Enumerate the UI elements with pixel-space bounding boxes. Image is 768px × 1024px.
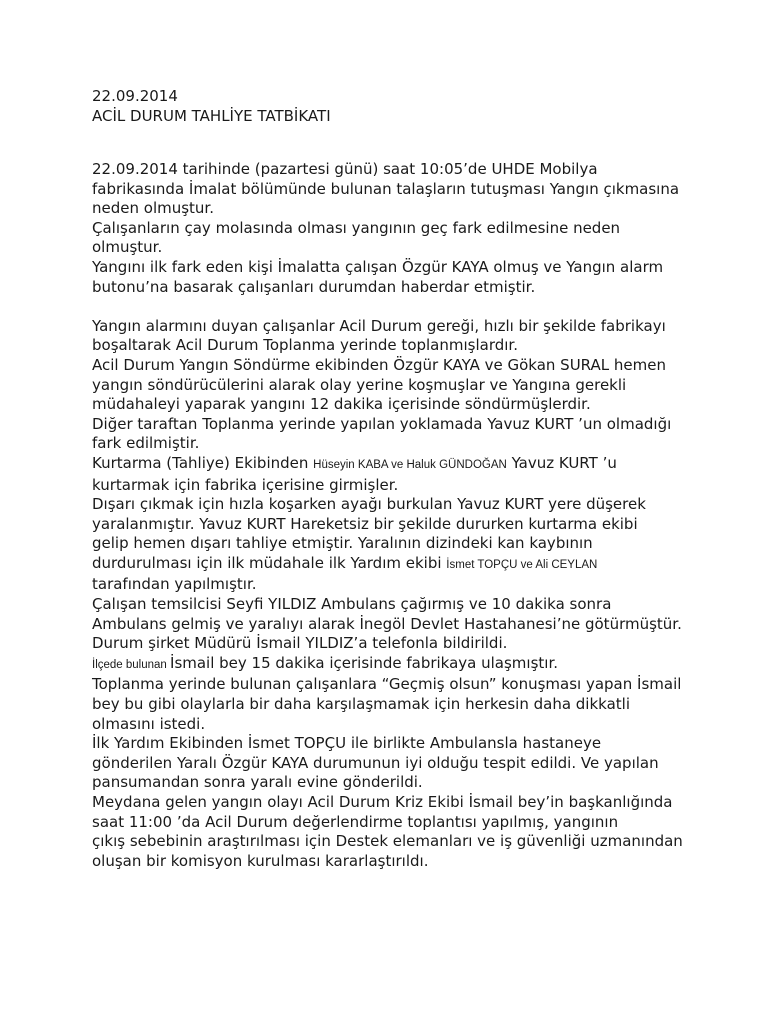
- body-line: gönderilen Yaralı Özgür KAYA durumunun iyi olduğu tespit edildi. Ve yapılan: [92, 753, 659, 772]
- body-line: gelip hemen dışarı tahliye etmiştir. Yaralının dizindeki kan kaybının: [92, 534, 593, 553]
- body-line: kurtarmak için fabrika içerisine girmişler.: [92, 475, 399, 494]
- body-line: çıkış sebebinin araştırılması için Destek elemanları ve iş güvenliği uzmanından: [92, 832, 683, 851]
- body-text-small: İlçede bulunan: [92, 658, 171, 671]
- document-date: 22.09.2014: [92, 87, 178, 105]
- first-aid-team-names: İsmet TOPÇU ve Ali CEYLAN: [446, 558, 598, 571]
- body-text: Yavuz KURT ’u: [506, 453, 617, 472]
- document-body: [92, 160, 692, 871]
- body-line: neden olmuştur.: [92, 199, 214, 218]
- body-line: oluşan bir komisyon kurulması kararlaştırıldı.: [92, 851, 429, 870]
- body-line: olmasını istedi.: [92, 714, 206, 733]
- body-line: [92, 654, 692, 676]
- body-line: [92, 554, 692, 576]
- body-line: Çalışan temsilcisi Seyfi YILDIZ Ambulans çağırmış ve 10 dakika sonra: [92, 595, 612, 614]
- body-line: İlk Yardım Ekibinden İsmet TOPÇU ile birlikte Ambulansla hastaneye: [92, 734, 602, 753]
- body-line: Çalışanların çay molasında olması yangının geç fark edilmesine neden: [92, 218, 621, 237]
- body-line: pansumandan sonra yaralı evine gönderildi.: [92, 773, 423, 792]
- body-text: İsmail bey 15 dakika içerisinde fabrikaya ulaşmıştır.: [170, 653, 559, 672]
- body-line: olmuştur.: [92, 238, 163, 257]
- body-line: 22.09.2014 tarihinde (pazartesi günü) saat 10:05’de UHDE Mobilya: [92, 160, 598, 178]
- body-line: Toplanma yerinde bulunan çalışanlara “Geçmiş olsun” konuşması yapan İsmail: [92, 675, 682, 694]
- body-line: Yangın alarmını duyan çalışanlar Acil Durum gereği, hızlı bir şekilde fabrikayı: [92, 316, 666, 335]
- body-line: [92, 454, 692, 476]
- body-line: Meydana gelen yangın olayı Acil Durum Kriz Ekibi İsmail bey’in başkanlığında: [92, 793, 673, 811]
- rescue-team-names: Hüseyin KABA ve Haluk GÜNDOĞAN: [313, 458, 507, 471]
- body-line: Ambulans gelmiş ve yaralıyı alarak İnegöl Devlet Hastahanesi’ne götürmüştür.: [92, 614, 682, 633]
- body-text: durdurulması için ilk müdahale ilk Yardım ekibi: [92, 553, 447, 572]
- body-line: saat 11:00 ’da Acil Durum değerlendirme toplantısı yapılmış, yangının: [92, 812, 619, 831]
- body-line: bey bu gibi olaylarla bir daha karşılaşmamak için herkesin daha dikkatli: [92, 695, 630, 714]
- body-line: fark edilmiştir.: [92, 434, 200, 453]
- body-line: yangın söndürücülerini alarak olay yerine koşmuşlar ve Yangına gerekli: [92, 375, 627, 394]
- document-header: [92, 86, 331, 126]
- body-line: yaralanmıştır. Yavuz KURT Hareketsiz bir şekilde dururken kurtarma ekibi: [92, 514, 638, 533]
- body-line: Acil Durum Yangın Söndürme ekibinden Özgür KAYA ve Gökan SURAL hemen: [92, 355, 666, 374]
- body-line: müdahaleyi yaparak yangını 12 dakika içerisinde söndürmüşlerdir.: [92, 395, 591, 414]
- body-text: Kurtarma (Tahliye) Ekibinden: [92, 453, 314, 472]
- body-line: Dışarı çıkmak için hızla koşarken ayağı burkulan Yavuz KURT yere düşerek: [92, 495, 646, 514]
- paragraph-gap: [92, 297, 692, 317]
- body-line: tarafından yapılmıştır.: [92, 575, 257, 594]
- body-line: boşaltarak Acil Durum Toplanma yerinde toplanmışlardır.: [92, 336, 518, 355]
- body-line: Yangını ilk fark eden kişi İmalatta çalışan Özgür KAYA olmuş ve Yangın alarm: [92, 257, 664, 276]
- document-title: ACİL DURUM TAHLİYE TATBİKATI: [92, 107, 331, 125]
- body-line: fabrikasında İmalat bölümünde bulunan talaşların tutuşması Yangın çıkmasına: [92, 179, 680, 198]
- body-line: Diğer taraftan Toplanma yerinde yapılan yoklamada Yavuz KURT ’un olmadığı: [92, 414, 672, 433]
- body-line: butonu’na basarak çalışanları durumdan haberdar etmiştir.: [92, 277, 536, 296]
- body-line: Durum şirket Müdürü İsmail YILDIZ’a telefonla bildirildi.: [92, 634, 508, 653]
